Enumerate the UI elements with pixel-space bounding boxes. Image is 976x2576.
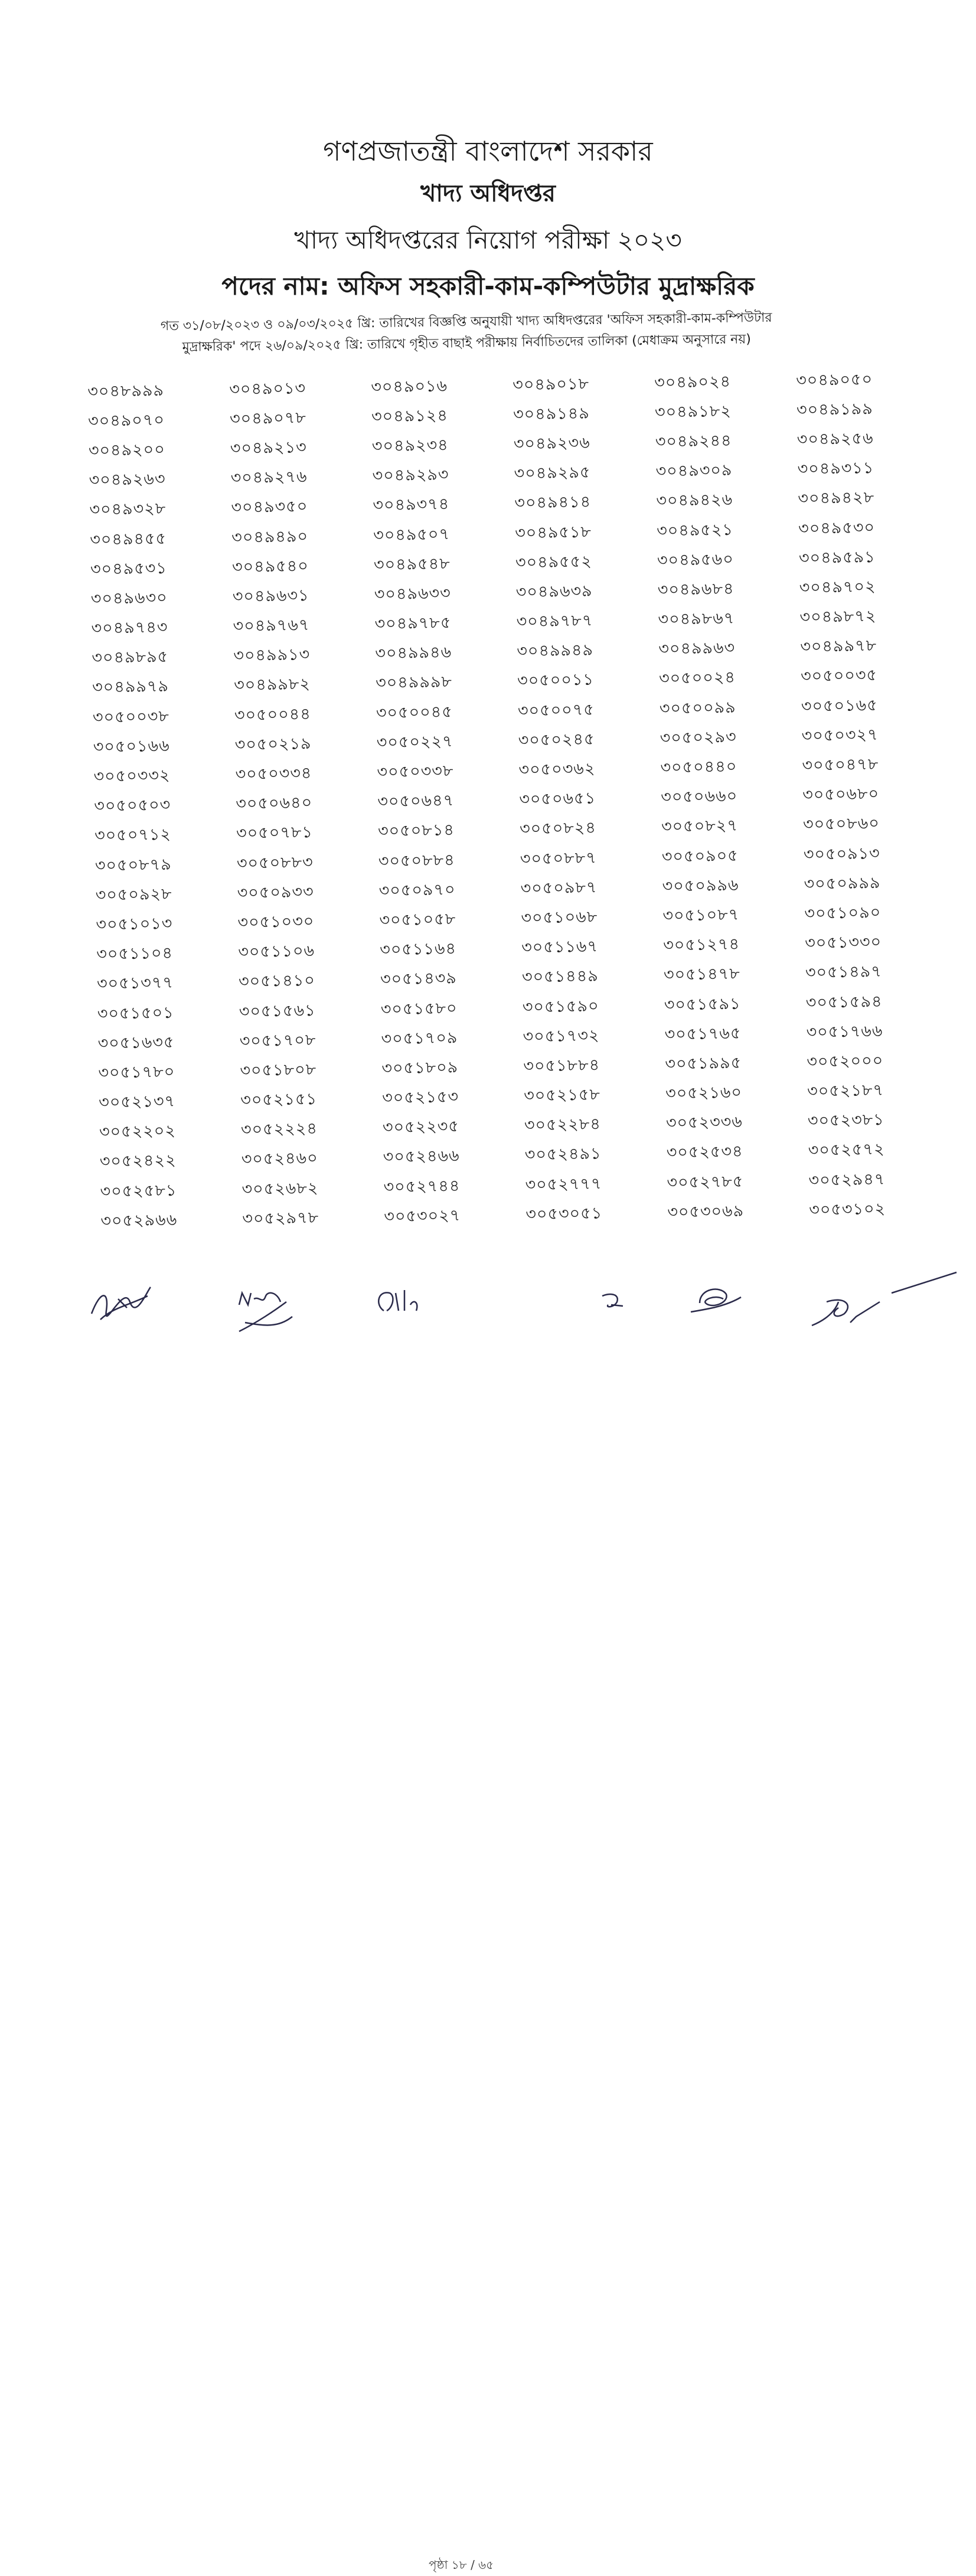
roll-number: ৩০৫২৭৭৭ [525,1174,602,1194]
roll-number: ৩০৪৯২৯৫ [514,463,591,483]
roll-number: ৩০৪৯০১৬ [371,377,448,397]
roll-number: ৩০৪৯৩০৯ [655,461,733,481]
roll-number: ৩০৪৯৪৫৫ [90,529,167,549]
roll-number: ৩০৪৯১৮২ [654,401,732,422]
roll-number: ৩০৪৯৭৮৭ [516,611,593,631]
roll-number: ৩০৫০৮৮৩ [236,853,314,873]
roll-number: ৩০৫১৪৪৯ [521,967,599,987]
roll-number: ৩০৫২৪৬৬ [383,1147,460,1167]
roll-number: ৩০৪৯০৭০ [87,410,165,430]
roll-number: ৩০৪৯২৬৩ [89,470,166,490]
signature-2 [227,1281,310,1340]
roll-number: ৩০৪৯৯৭৯ [92,677,169,697]
roll-number: ৩০৪৮৯৯৯ [87,381,165,401]
roll-number: ৩০৫০৮৮৭ [520,848,597,869]
roll-number: ৩০৫২২৩৫ [382,1117,460,1137]
roll-number: ৩০৪৯১৪৯ [513,404,590,424]
roll-number: ৩০৫২১৫৩ [381,1088,459,1108]
roll-number: ৩০৪৯০২৪ [654,372,732,392]
roll-number: ৩০৫৩০৬৯ [667,1202,745,1222]
roll-number: ৩০৫১৫৯০ [522,997,599,1017]
roll-number: ৩০৫২৩৮১ [807,1111,884,1131]
roll-number: ৩০৫১৭০৮ [239,1030,316,1050]
roll-number: ৩০৪৯৮৯৫ [92,648,169,668]
roll-number: ৩০৫০৯৩৩ [237,882,314,902]
roll-number: ৩০৫১১০৪ [96,943,174,964]
roll-number: ৩০৪৯৪২৬ [656,491,733,511]
roll-number: ৩০৪৯২৫৬ [797,429,874,449]
roll-number: ৩০৪৯৬৩৩ [374,584,451,604]
roll-number: ৩০৫০৬৫১ [519,789,596,809]
roll-number: ৩০৪৯০১৮ [513,374,590,394]
roll-number: ৩০৪৯০১৩ [229,378,306,399]
roll-number: ৩০৫১৭৬৬ [806,1021,883,1041]
roll-number: ৩০৫০০৪৪ [234,704,312,724]
roll-number: ৩০৫১৪১০ [238,971,316,991]
roll-number: ৩০৫০৯৯৬ [662,876,739,896]
roll-number: ৩০৫২২৮৪ [524,1115,602,1135]
roll-number: ৩০৫০৬৪০ [236,794,313,814]
roll-number: ৩০৪৯৫৯১ [798,547,876,567]
roll-number: ৩০৫১৪৩৯ [380,969,458,989]
roll-number: ৩০৪৯৪২৮ [798,488,875,508]
roll-number: ৩০৪৯৯৭৮ [800,636,877,657]
roll-number: ৩০৫১৭০৯ [381,1029,458,1049]
roll-number: ৩০৪৯৬৩১ [232,586,309,606]
roll-number: ৩০৫০৪৪০ [660,757,737,777]
signature-1 [83,1278,159,1331]
roll-number: ৩০৫১০৩০ [237,912,315,932]
roll-number: ৩০৫০৩৬২ [518,759,596,779]
roll-number: ৩০৫০১৬৫ [801,696,878,716]
roll-number: ৩০৫১১০৬ [238,942,315,962]
roll-number: ৩০৪৯২৪৪ [655,431,732,451]
roll-number: ৩০৫০০৭৫ [517,700,595,720]
notice-line-1: গত ৩১/০৮/২০২৩ ও ০৯/০৩/২০২৫ খ্রি: তারিখের বিজ্ঞপ্তি অনুযায়ী খাদ্য অধিদপ্তরের 'অফিস সহকারী-কাম-কম্পিউটার [160,310,772,334]
roll-number: ৩০৫২৭৪৪ [383,1176,461,1196]
roll-number: ৩০৫২৯৬৬ [100,1210,178,1230]
roll-number: ৩০৫১৩৩০ [804,933,882,953]
signature-footer [0,1269,976,2572]
roll-number: ৩০৫১৭৮০ [98,1062,175,1082]
roll-number: ৩০৫০২৪৫ [518,730,595,750]
roll-number: ৩০৫২১৮৭ [807,1081,884,1101]
roll-number: ৩০৫০৮২৭ [661,817,739,837]
roll-number: ৩০৫০২১৯ [234,734,312,754]
signature-4 [593,1281,635,1317]
roll-number: ৩০৫১৮৮৪ [523,1056,600,1076]
roll-number: ৩০৫১৯৯৫ [665,1053,742,1073]
roll-number: ৩০৪৯৫৪৮ [373,554,451,574]
roll-number: ৩০৪৯৯৪৬ [375,643,452,663]
roll-number: ৩০৫১০৬৮ [521,907,598,928]
roll-number: ৩০৫০৮১৪ [377,821,455,841]
notice-line-2: মুদ্রাক্ষরিক' পদে ২৬/০৯/২০২৫ খ্রি: তারিখে গৃহীত বাছাই পরীক্ষায় নির্বাচিতদের তালিকা (মেধাক্রম অনুসারে নয়) [182,332,752,355]
roll-number: ৩০৫২২২৪ [240,1119,318,1140]
roll-number: ৩০৫১৭৩২ [523,1026,600,1046]
government-title: গণপ্রজাতন্ত্রী বাংলাদেশ সরকার [323,135,653,167]
roll-number-table [87,365,886,1237]
roll-number: ৩০৪৯৯৮২ [233,675,311,695]
roll-number: ৩০৫২৬৮২ [241,1178,319,1199]
signature-5 [685,1276,750,1324]
roll-number: ৩০৫০৬৬০ [661,787,738,807]
roll-number: ৩০৫০০১১ [517,671,595,691]
roll-number: ৩০৫১১৬৪ [380,939,457,959]
roll-number: ৩০৫১১৬৭ [521,937,599,957]
post-title: পদের নাম: অফিস সহকারী-কাম-কম্পিউটার মুদ্রাক্ষরিক [221,272,755,301]
roll-number: ৩০৫০৮৬০ [802,814,880,834]
roll-number: ৩০৫২১৫১ [240,1090,318,1110]
roll-number: ৩০৫৩১০২ [809,1199,886,1219]
roll-number: ৩০৫০৮২৪ [519,818,597,838]
roll-number: ৩০৫২৫৭২ [808,1140,885,1160]
roll-number: ৩০৪৯২৩৪ [371,436,449,456]
roll-number: ৩০৫২২০২ [99,1122,177,1142]
roll-number: ৩০৫১৫৯৪ [805,992,883,1012]
roll-number: ৩০৫২৯৭৮ [242,1208,319,1228]
roll-number: ৩০৪৯৩১১ [797,459,874,479]
roll-number: ৩০৪৯৯৯৮ [375,672,453,693]
roll-number: ৩০৪৯২৯৩ [372,465,449,485]
roll-number: ৩০৫০০৪৫ [376,703,453,723]
roll-number: ৩০৫১০৮৭ [662,905,740,925]
roll-number: ৩০৫১৪৭৮ [663,965,740,985]
roll-number: ৩০৫১০১৩ [96,914,173,934]
roll-number: ৩০৫৩০২৭ [384,1206,461,1226]
signature-3 [372,1281,425,1323]
roll-number: ৩০৫২০০০ [807,1051,884,1071]
roll-number: ৩০৫১৫৮০ [380,998,458,1018]
roll-number: ৩০৪৯২৭৬ [230,468,308,488]
roll-number: ৩০৪৯৫৩০ [798,518,876,538]
roll-number: ৩০৫২৫৮১ [100,1181,177,1201]
roll-number: ৩০৪৯২৩৬ [513,433,590,453]
roll-number: ৩০৪৯৫৫২ [515,552,592,572]
roll-number: ৩০৫০৯৭০ [378,880,456,900]
roll-number: ৩০৫২৭৮৫ [667,1172,744,1192]
roll-number: ৩০৪৯৪৯০ [231,527,309,547]
roll-number: ৩০৫২৫৩৪ [666,1142,743,1163]
signature-6 [809,1269,962,1340]
page-number: পৃষ্ঠা ১৮ / ৬৫ [429,2558,494,2572]
roll-number: ৩০৫২১৫৮ [523,1085,601,1105]
roll-number: ৩০৫০৮৭৯ [94,855,172,875]
roll-number: ৩০৪৯৫১৮ [514,523,592,543]
roll-number: ৩০৫০৬৮০ [802,785,880,805]
roll-number: ৩০৪৯৭০২ [799,577,876,598]
roll-number: ৩০৫০৩৩৪ [235,764,312,784]
roll-number: ৩০৪৯৬৩০ [90,588,168,608]
roll-number: ৩০৫২৩৩৬ [665,1113,743,1133]
roll-number: ৩০৫১৫৯১ [664,994,741,1014]
roll-number: ৩০৫০৯০৫ [661,846,739,866]
roll-number: ৩০৪৯৯৬৩ [658,639,736,659]
roll-number: ৩০৫২৪৯১ [524,1144,602,1164]
roll-number: ৩০৪৯৯১৩ [233,645,311,665]
roll-number: ৩০৪৯৬৩৯ [515,582,593,602]
roll-number: ৩০৪৯৬৮৪ [657,579,735,599]
roll-number: ৩০৪৯৭৮৫ [374,613,452,634]
roll-number: ৩০৫০৯১৩ [803,844,880,864]
roll-number: ৩০৫১২৭৪ [662,935,740,955]
roll-number: ৩০৫০১৬৬ [93,736,170,756]
roll-number: ৩০৪৯৯৪৯ [517,641,594,661]
roll-number: ৩০৫০২২৭ [376,732,453,752]
roll-number: ৩০৪৯৪১৪ [514,492,592,513]
roll-number: ৩০৪৯৭৬৭ [233,616,310,636]
roll-number: ৩০৫১০৯০ [804,903,882,923]
roll-number: ৩০৫০০৯৯ [659,698,736,718]
roll-number: ৩০৫০০২৪ [658,668,736,688]
roll-number: ৩০৪৯৫০৭ [373,524,451,544]
roll-number: ৩০৫০৫০৩ [94,796,171,816]
roll-number: ৩০৪৯৩৭৪ [373,495,450,515]
department-title: খাদ্য অধিদপ্তর [420,180,556,207]
roll-number: ৩০৪৯০৭৮ [229,408,307,429]
roll-number: ৩০৫০৩৩২ [93,766,171,786]
roll-number: ৩০৪৯২১৩ [230,438,307,458]
roll-number: ৩০৪৯৫৬০ [657,550,734,570]
roll-number: ৩০৫০৭১২ [94,825,172,845]
roll-number: ৩০৫১৭৬৫ [664,1024,742,1044]
roll-number: ৩০৪৯২০০ [88,440,165,460]
roll-number: ৩০৪৯৭৪৩ [91,618,168,638]
roll-number: ৩০৫০৬৪৭ [377,791,455,811]
roll-number: ৩০৫২৯৪৭ [808,1170,886,1190]
roll-number: ৩০৫০০৩৮ [92,707,170,727]
roll-number: ৩০৫১৮০৮ [240,1060,317,1080]
roll-number: ৩০৪৯৮৭২ [799,607,877,627]
roll-number: ৩০৫১৪৯৭ [805,962,882,982]
roll-number: ৩০৪৯৫৪০ [231,556,309,576]
roll-number: ৩০৫০৪৭৮ [802,755,879,775]
roll-number: ৩০৫০৯৯৯ [804,873,881,893]
roll-number: ৩০৫২১৩৭ [99,1092,176,1112]
roll-number: ৩০৫১৩৭৭ [96,974,174,994]
roll-number: ৩০৪৯৫৩১ [90,559,168,579]
roll-number: ৩০৫৩০৫১ [525,1204,603,1224]
roll-number: ৩০৫১৫০১ [97,1003,174,1023]
roll-number: ৩০৫১৫৬১ [239,1001,316,1021]
roll-number: ৩০৫০৩২৭ [801,725,879,745]
roll-number: ৩০৫০৩৩৮ [377,762,454,782]
roll-number: ৩০৫১৬৩৫ [97,1033,175,1053]
roll-number: ৩০৫০২৯৩ [660,727,737,747]
roll-number: ৩০৫০৯২৮ [95,884,172,905]
roll-number: ৩০৪৯১৯৯ [796,399,873,419]
roll-number: ৩০৪৯৮৬৭ [658,609,735,629]
notice-text [83,306,851,360]
roll-number: ৩০৪৯১২৪ [371,406,449,426]
exam-title: খাদ্য অধিদপ্তরের নিয়োগ পরীক্ষা ২০২৩ [294,226,682,254]
roll-number: ৩০৫২৪৬০ [241,1149,318,1169]
roll-number: ৩০৪৯৫২১ [656,520,734,540]
roll-number: ৩০৫১৮০৯ [381,1058,459,1078]
roll-number: ৩০৪৯০৫০ [795,370,873,390]
roll-number: ৩০৫২৪২২ [99,1151,177,1171]
roll-number: ৩০৪৯৩৫০ [231,497,308,517]
roll-number: ৩০৫০৯৮৭ [520,878,598,898]
roll-number: ৩০৫০৭৮১ [236,823,314,843]
roll-number: ৩০৫০৮৮৪ [378,850,455,870]
roll-number: ৩০৫২১৬০ [665,1083,743,1103]
roll-number: ৩০৫০০৩৫ [800,666,878,686]
roll-number: ৩০৫১০৫৮ [379,910,456,930]
roll-number: ৩০৪৯৩২৮ [89,499,167,520]
